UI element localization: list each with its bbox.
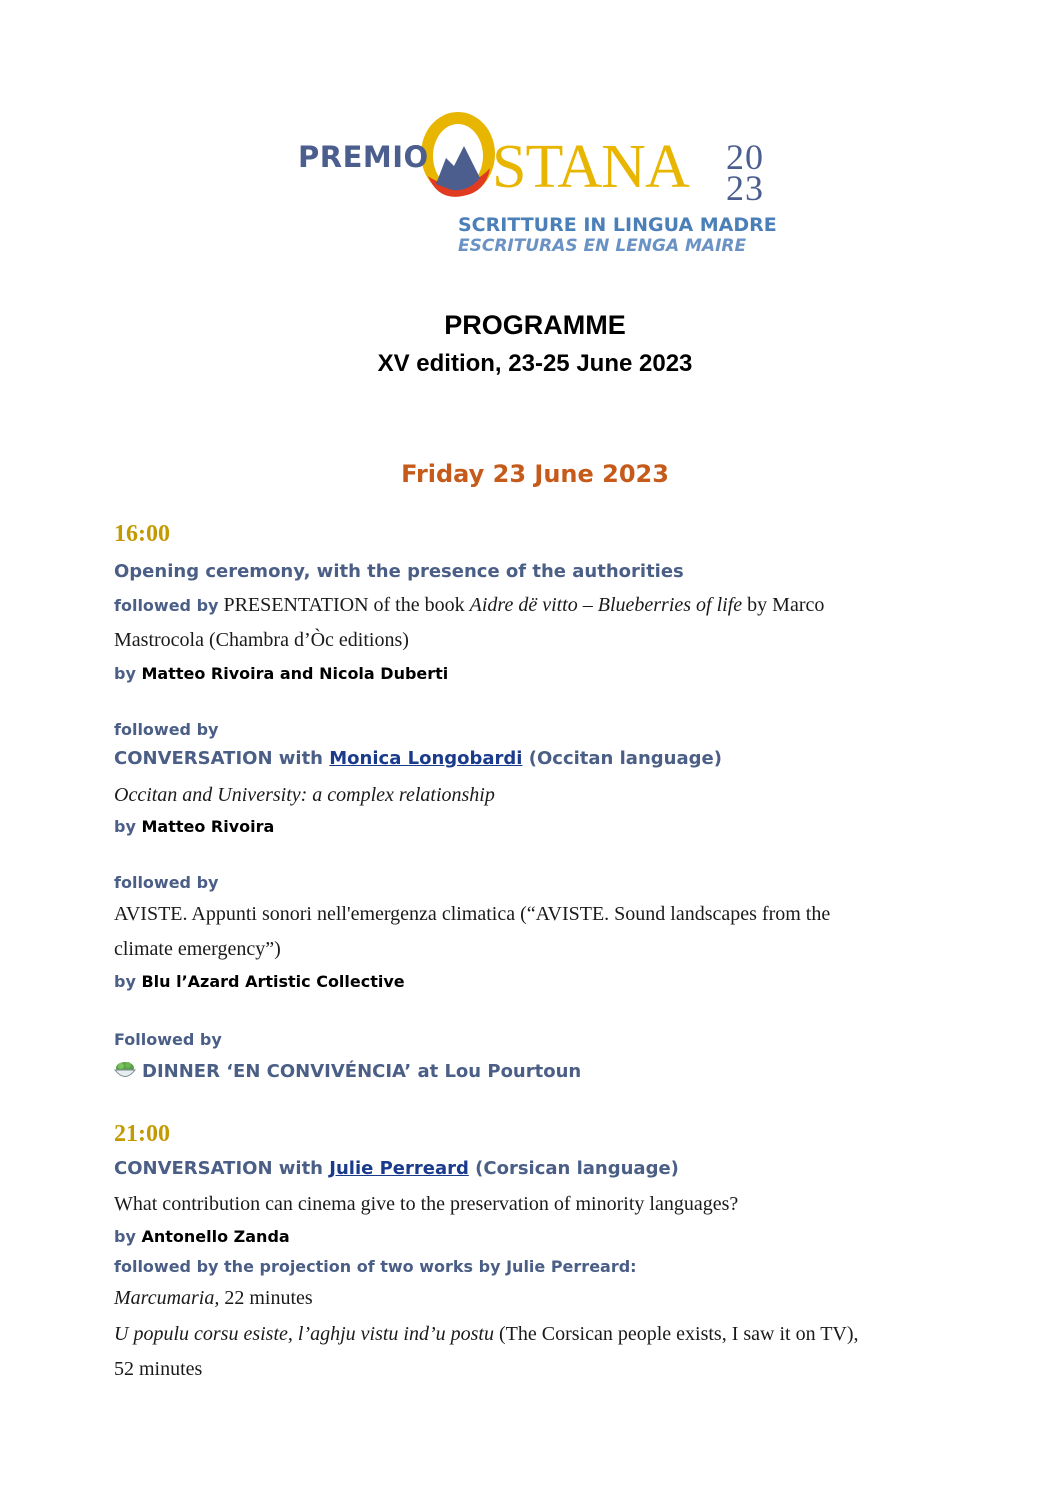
followed-by-label: followed by — [114, 720, 219, 739]
dinner-text: DINNER ‘EN CONVIVÉNCIA’ at Lou Pourtoun — [142, 1061, 582, 1082]
presentation-line-2: Mastrocola (Chambra d’Òc editions) — [114, 629, 409, 651]
aviste-line-2: climate emergency”) — [114, 938, 281, 960]
by-word: by — [114, 972, 136, 991]
logo-year-top: 20 — [726, 137, 764, 177]
by-names: Matteo Rivoira and Nicola Duberti — [141, 664, 449, 683]
by-names: Blu l’Azard Artistic Collective — [141, 972, 405, 991]
edition-subtitle: XV edition, 23-25 June 2023 — [377, 350, 693, 377]
programme-title: PROGRAMME — [444, 310, 626, 340]
followed-by-label: followed by — [114, 596, 219, 615]
presentation-line — [114, 594, 824, 617]
by-line — [114, 817, 274, 836]
by-names: Matteo Rivoira — [141, 817, 275, 836]
by-line — [114, 1227, 290, 1246]
followed-by-label: Followed by — [114, 1030, 222, 1049]
time-21-00: 21:00 — [114, 1121, 170, 1147]
conversation-question: What contribution can cinema give to the preservation of minority languages? — [114, 1193, 739, 1215]
presentation-text: PRESENTATION of the book — [223, 594, 470, 616]
by-word: by — [114, 817, 136, 836]
work-2-duration: 52 minutes — [114, 1358, 203, 1380]
projection-label: followed by the projection of two works by Julie Perreard: — [114, 1257, 637, 1276]
conversation-language: (Occitan language) — [522, 748, 722, 769]
work-2 — [114, 1323, 859, 1346]
by-line — [114, 972, 405, 991]
book-title: Aidre dë vitto – Blueberries of life — [469, 594, 743, 616]
logo-year-bottom: 23 — [726, 168, 764, 208]
conversation-line — [114, 1158, 679, 1179]
work-2-translation: (The Corsican people exists, I saw it on TV), — [493, 1323, 859, 1345]
logo-subtitle-italian: SCRITTURE IN LINGUA MADRE — [458, 214, 777, 236]
work-1-duration: 22 minutes — [219, 1287, 313, 1309]
logo-subtitle-occitan: ESCRITURAS EN LENGA MAIRE — [458, 236, 747, 256]
logo-premio-text: PREMIO — [298, 140, 429, 174]
monica-longobardi-link[interactable]: Monica Longobardi — [329, 748, 523, 769]
work-1-title: Marcumaria, — [114, 1287, 220, 1309]
conversation-subtitle — [114, 784, 495, 807]
conversation-line — [114, 748, 722, 769]
conversation-subtitle-text: Occitan and University: a complex relationship — [114, 784, 495, 806]
by-line — [114, 664, 448, 683]
followed-by-label: followed by — [114, 873, 219, 892]
opening-ceremony: Opening ceremony, with the presence of the authorities — [114, 561, 684, 582]
day-heading: Friday 23 June 2023 — [401, 460, 669, 488]
time-16-00: 16:00 — [114, 521, 170, 547]
work-2-title: U populu corsu esiste, l’aghju vistu ind’u postu — [114, 1323, 494, 1345]
logo-stana-text: STANA — [492, 133, 689, 201]
presentation-author-start: by Marco — [742, 594, 825, 616]
work-1 — [114, 1287, 313, 1310]
dinner-line — [114, 1059, 581, 1082]
bowl-icon — [114, 1059, 136, 1081]
by-word: by — [114, 664, 136, 683]
by-names: Antonello Zanda — [141, 1227, 290, 1246]
conversation-language: (Corsican language) — [468, 1158, 679, 1179]
ostana-o-emblem — [418, 106, 498, 200]
julie-perreard-link[interactable]: Julie Perreard — [329, 1158, 469, 1179]
by-word: by — [114, 1227, 136, 1246]
conversation-label: CONVERSATION with — [114, 748, 330, 769]
conversation-label: CONVERSATION with — [114, 1158, 330, 1179]
aviste-line-1: AVISTE. Appunti sonori nell'emergenza climatica (“AVISTE. Sound landscapes from the — [114, 903, 831, 925]
